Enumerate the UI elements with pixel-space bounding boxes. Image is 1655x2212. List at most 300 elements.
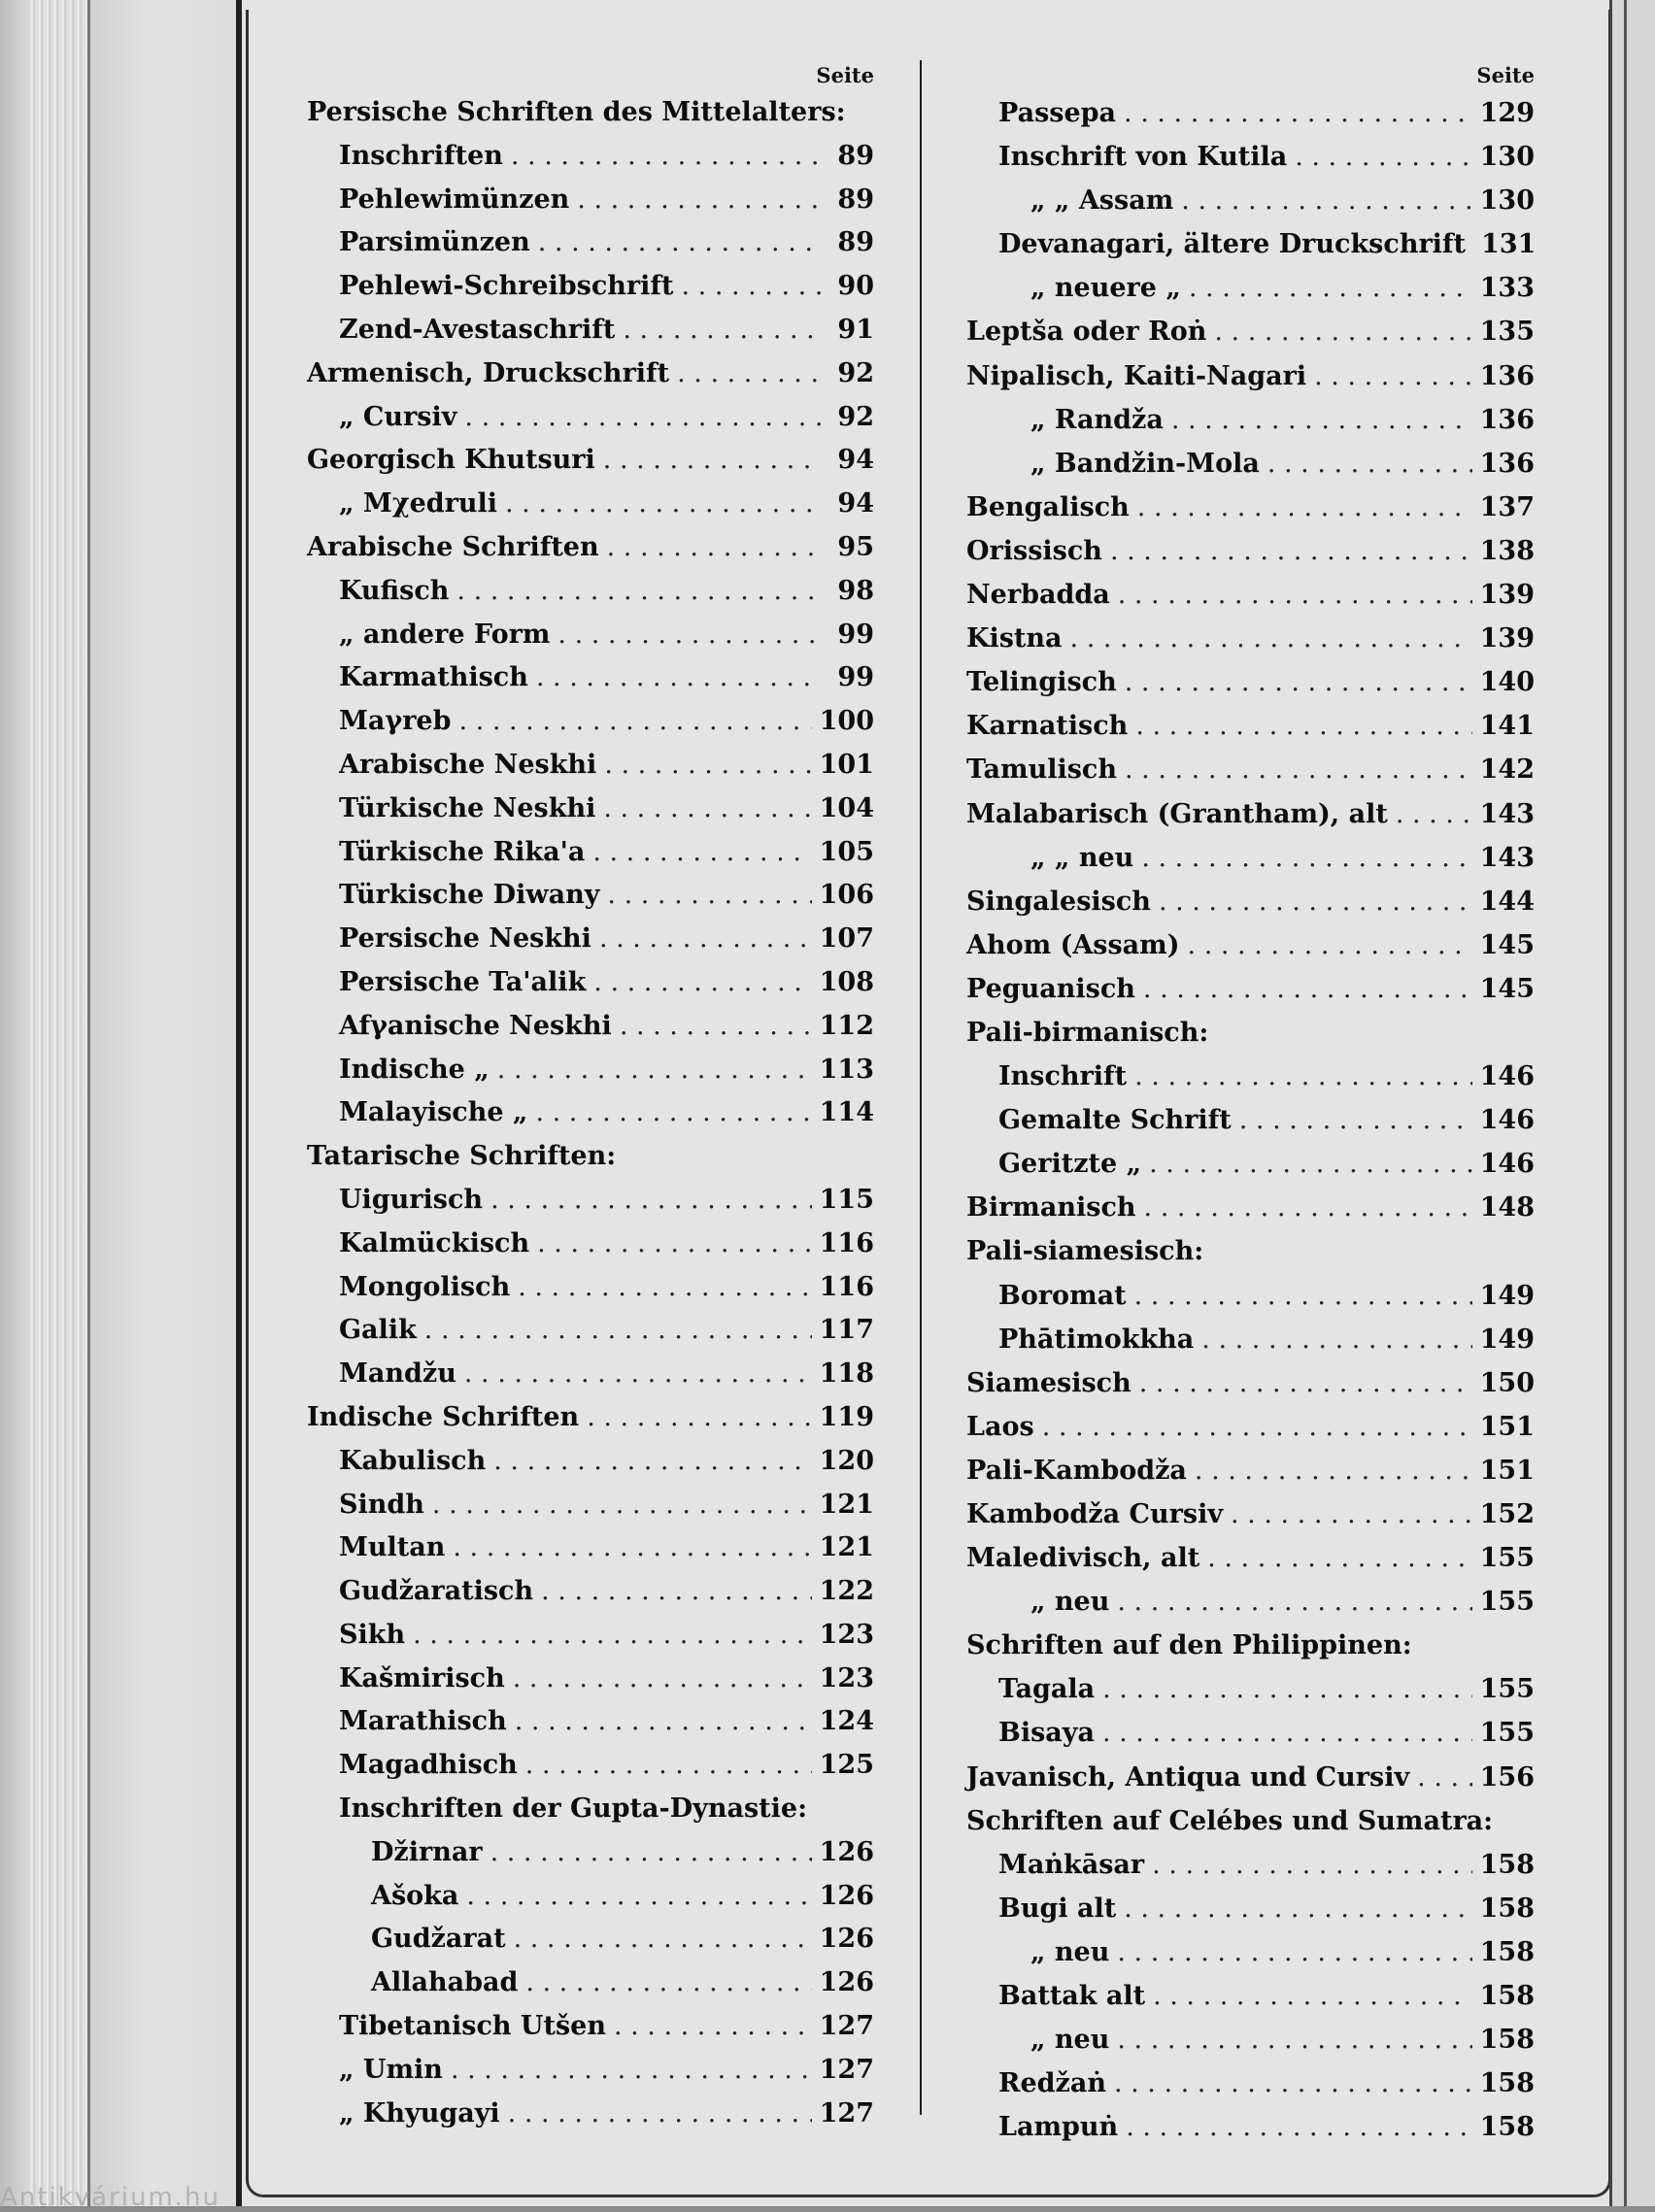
leader-dots xyxy=(1114,2061,1472,2105)
toc-entry-title: Ahom (Assam) xyxy=(966,929,1180,960)
toc-entry-title: Persische Ta'alik xyxy=(339,966,587,997)
leader-dots xyxy=(1042,1405,1472,1449)
toc-entry-page: 91 xyxy=(837,314,874,345)
toc-entry-page: 155 xyxy=(1479,1674,1535,1705)
toc-entry-title: Bisaya xyxy=(998,1718,1095,1749)
toc-entry xyxy=(307,439,874,483)
toc-entry xyxy=(307,1788,874,1831)
toc-entry xyxy=(307,700,874,744)
leader-dots xyxy=(599,918,812,961)
toc-entry xyxy=(307,1266,874,1310)
toc-entry-title: Persische Neskhi xyxy=(339,923,591,955)
toc-entry-title: Türkische Rika'a xyxy=(339,836,586,867)
toc-entry-page: 127 xyxy=(819,2054,874,2085)
toc-entry xyxy=(307,1091,874,1135)
toc-entry xyxy=(307,1223,874,1266)
toc-entry xyxy=(966,1624,1535,1667)
toc-entry-page: 145 xyxy=(1479,929,1535,960)
toc-entry-title: Džirnar xyxy=(371,1836,483,1867)
toc-entry-page: 141 xyxy=(1479,711,1535,742)
leader-dots xyxy=(511,135,822,179)
toc-entry xyxy=(307,1918,874,1961)
toc-entry xyxy=(307,1353,874,1396)
toc-entry-title: Pali-Kambodža xyxy=(966,1455,1187,1486)
toc-entry-title: Schriften auf Celébes und Sumatra: xyxy=(966,1805,1494,1836)
toc-entry-title: Karnatisch xyxy=(966,711,1129,742)
toc-entry xyxy=(307,1396,874,1440)
toc-entry xyxy=(307,1135,874,1179)
toc-entry-page: 99 xyxy=(837,662,874,693)
toc-entry-title: Multan xyxy=(339,1532,446,1563)
toc-entry-page: 116 xyxy=(819,1227,874,1258)
toc-entry-page: 146 xyxy=(1479,1105,1535,1136)
leader-dots xyxy=(538,221,822,265)
leader-dots xyxy=(424,1309,812,1353)
leader-dots xyxy=(1231,1492,1472,1536)
toc-entry xyxy=(307,1744,874,1788)
toc-entry-page: 142 xyxy=(1479,754,1535,786)
toc-entry xyxy=(307,918,874,961)
toc-entry-page: 120 xyxy=(819,1445,874,1476)
toc-entry xyxy=(307,309,874,352)
toc-entry-page: 136 xyxy=(1479,360,1535,391)
toc-entry-page: 155 xyxy=(1479,1543,1535,1574)
toc-entry xyxy=(307,2005,874,2049)
toc-entry-page: 150 xyxy=(1479,1367,1535,1398)
toc-entry xyxy=(307,1005,874,1049)
toc-entry-page: 140 xyxy=(1479,667,1535,698)
toc-entry-page: 136 xyxy=(1479,404,1535,435)
toc-entry-page: 116 xyxy=(819,1271,874,1302)
leader-dots xyxy=(453,1526,811,1570)
toc-entry-page: 121 xyxy=(819,1489,874,1520)
toc-entry xyxy=(307,1179,874,1223)
toc-entry-page: 152 xyxy=(1479,1499,1535,1529)
toc-entry-title: Pehlewi-Schreibschrift xyxy=(339,271,674,302)
toc-entry-page: 158 xyxy=(1479,1893,1535,1924)
toc-entry-title: Mandžu xyxy=(339,1358,456,1390)
toc-entry xyxy=(966,923,1535,967)
leader-dots xyxy=(1124,1887,1471,1930)
toc-entry-title: Kašmirisch xyxy=(339,1662,505,1693)
toc-entry xyxy=(966,1361,1535,1405)
toc-entry-page: 130 xyxy=(1479,142,1535,173)
toc-entry-title: Kabulisch xyxy=(339,1445,487,1476)
leader-dots xyxy=(1214,310,1471,353)
toc-entry-title: Sikh xyxy=(339,1619,406,1650)
leader-dots xyxy=(623,309,822,352)
leader-dots xyxy=(508,2093,812,2136)
toc-entry xyxy=(307,614,874,657)
toc-entry-title: Inschrift von Kutila xyxy=(998,142,1288,173)
toc-entry-title: „ „ neu xyxy=(1030,842,1134,873)
leader-dots xyxy=(1102,1667,1471,1711)
leader-dots xyxy=(432,1484,812,1527)
toc-entry-title: Kistna xyxy=(966,623,1063,654)
leader-dots xyxy=(464,1353,812,1396)
toc-entry xyxy=(307,1961,874,2005)
toc-entry-title: Birmanisch xyxy=(966,1192,1136,1223)
toc-entry-title: Boromat xyxy=(998,1280,1127,1311)
toc-entry xyxy=(307,1614,874,1658)
leader-dots xyxy=(607,874,811,918)
toc-entry xyxy=(966,1843,1535,1887)
toc-entry-page: 145 xyxy=(1479,973,1535,1004)
seite-header-right: Seite xyxy=(1476,63,1535,87)
leader-dots xyxy=(497,1049,812,1092)
toc-entry xyxy=(966,1492,1535,1536)
toc-entry-page: 126 xyxy=(819,1880,874,1911)
toc-entry-title: Passepa xyxy=(998,98,1117,128)
scan-right-edge xyxy=(1609,0,1655,2206)
toc-entry xyxy=(966,1055,1535,1098)
toc-entry xyxy=(966,836,1535,880)
toc-entry-page: 131 xyxy=(1481,229,1537,260)
toc-entry-title: Sindh xyxy=(339,1489,424,1520)
toc-entry xyxy=(966,1711,1535,1755)
leader-dots xyxy=(593,961,811,1005)
leader-dots xyxy=(677,352,822,396)
toc-entry xyxy=(966,1142,1535,1186)
toc-entry-page: 125 xyxy=(819,1750,874,1781)
toc-entry-page: 158 xyxy=(1479,1981,1535,2012)
toc-entry xyxy=(307,656,874,700)
toc-entry-title: Telingisch xyxy=(966,667,1117,698)
toc-entry-title: Indische Schriften xyxy=(307,1401,580,1432)
toc-entry-page: 143 xyxy=(1479,842,1535,873)
toc-entry-title: Lampuṅ xyxy=(998,2112,1119,2143)
toc-entry-title: Maγreb xyxy=(339,706,452,737)
toc-entry xyxy=(966,529,1535,573)
toc-entry xyxy=(966,442,1535,486)
leader-dots xyxy=(515,1700,812,1744)
leader-dots xyxy=(1188,923,1472,967)
toc-entry-page: 143 xyxy=(1479,798,1535,829)
toc-entry-page: 139 xyxy=(1479,580,1535,611)
toc-entry-page: 127 xyxy=(819,2011,874,2042)
toc-entry xyxy=(307,1831,874,1875)
toc-entry xyxy=(966,91,1535,135)
leader-dots xyxy=(603,439,822,483)
leader-dots xyxy=(607,526,822,570)
toc-entry xyxy=(966,1011,1535,1055)
toc-entry-title: „ Khyugayi xyxy=(339,2097,500,2128)
leader-dots xyxy=(1152,1843,1471,1887)
toc-entry xyxy=(966,310,1535,353)
toc-entry xyxy=(966,1098,1535,1142)
toc-entry-page: 118 xyxy=(819,1358,874,1390)
leader-dots xyxy=(1267,442,1472,486)
toc-entry xyxy=(307,1049,874,1092)
toc-entry xyxy=(966,967,1535,1011)
toc-entry xyxy=(966,880,1535,923)
toc-list-left xyxy=(307,91,874,2135)
leader-dots xyxy=(1117,1930,1471,1974)
leader-dots xyxy=(1117,1580,1471,1624)
toc-entry-page: 107 xyxy=(819,923,874,955)
toc-entry-title: Pali-siamesisch: xyxy=(966,1236,1204,1267)
toc-entry-page: 158 xyxy=(1479,1849,1535,1880)
toc-entry-title: Gudžaratisch xyxy=(339,1576,534,1607)
toc-entry-title: Afγanische Neskhi xyxy=(339,1010,612,1041)
toc-entry xyxy=(966,135,1535,179)
toc-entry xyxy=(966,1536,1535,1580)
toc-entry xyxy=(966,1318,1535,1361)
toc-entry-page: 126 xyxy=(819,1836,874,1867)
toc-entry xyxy=(966,1274,1535,1318)
toc-entry-page: 92 xyxy=(837,357,874,388)
leader-dots xyxy=(451,2049,812,2093)
toc-entry-title: Peguanisch xyxy=(966,973,1135,1004)
toc-entry-title: Arabische Neskhi xyxy=(339,749,597,780)
toc-entry-page: 101 xyxy=(819,749,874,780)
toc-entry-page: 115 xyxy=(819,1184,874,1215)
leader-dots xyxy=(514,1918,812,1961)
leader-dots xyxy=(1070,617,1472,660)
toc-entry-title: „ neu xyxy=(1030,1936,1110,1967)
leader-dots xyxy=(1396,792,1472,836)
toc-entry xyxy=(307,1700,874,1744)
leader-dots xyxy=(1201,1318,1471,1361)
leader-dots xyxy=(513,1658,812,1701)
toc-entry xyxy=(307,1526,874,1570)
leader-dots xyxy=(1159,880,1472,923)
toc-entry-title: Kalmückisch xyxy=(339,1227,530,1258)
leader-dots xyxy=(541,1570,812,1614)
toc-entry xyxy=(307,135,874,179)
toc-entry xyxy=(966,2061,1535,2105)
toc-entry xyxy=(307,265,874,309)
toc-entry xyxy=(966,2105,1535,2149)
toc-entry xyxy=(966,573,1535,617)
leader-dots xyxy=(505,483,822,526)
leader-dots xyxy=(466,1875,811,1919)
toc-entry-page: 136 xyxy=(1479,448,1535,479)
column-divider xyxy=(920,60,922,2115)
toc-entry-title: Orissisch xyxy=(966,535,1102,566)
toc-entry-title: „ Cursiv xyxy=(339,401,457,432)
toc-entry-title: Armenisch, Druckschrift xyxy=(307,357,670,388)
leader-dots xyxy=(1144,1186,1472,1229)
toc-entry xyxy=(307,526,874,570)
toc-entry xyxy=(307,570,874,614)
toc-entry-page: 155 xyxy=(1479,1718,1535,1749)
toc-entry-title: Kambodža Cursiv xyxy=(966,1499,1224,1529)
toc-entry-title: Galik xyxy=(339,1315,417,1346)
leader-dots xyxy=(1149,1142,1472,1186)
leader-dots xyxy=(1134,1274,1472,1318)
leader-dots xyxy=(1189,266,1472,310)
leader-dots xyxy=(1181,179,1471,222)
leader-dots xyxy=(493,1440,811,1484)
toc-entry-title: Inschriften der Gupta-Dynastie: xyxy=(339,1793,808,1825)
toc-entry-title: „ Umin xyxy=(339,2054,443,2085)
toc-entry-title: Malayische „ xyxy=(339,1097,528,1128)
toc-entry-title: Tibetanisch Utšen xyxy=(339,2011,606,2042)
toc-entry-title: Allahabad xyxy=(371,1967,519,1998)
toc-entry-title: Geritzte „ xyxy=(998,1149,1142,1180)
toc-entry-title: „ neuere „ xyxy=(1030,273,1181,304)
leader-dots xyxy=(536,656,822,700)
toc-entry-title: „ Mχedruli xyxy=(339,488,498,519)
toc-entry xyxy=(307,1309,874,1353)
leader-dots xyxy=(1417,1756,1471,1799)
toc-entry-page: 138 xyxy=(1479,535,1535,566)
toc-entry-title: Siamesisch xyxy=(966,1367,1131,1398)
toc-entry-page: 129 xyxy=(1479,98,1535,128)
leader-dots xyxy=(1125,748,1472,791)
toc-entry-title: Arabische Schriften xyxy=(307,531,599,562)
toc-entry-page: 89 xyxy=(837,140,874,171)
scan-left-margin xyxy=(0,0,29,2206)
toc-entry-page: 105 xyxy=(819,836,874,867)
toc-entry xyxy=(307,1570,874,1614)
toc-entry-page: 151 xyxy=(1479,1411,1535,1442)
toc-entry xyxy=(307,396,874,440)
toc-entry-title: „ Bandžin-Mola xyxy=(1030,448,1260,479)
toc-entry-page: 121 xyxy=(819,1532,874,1563)
toc-entry xyxy=(966,398,1535,442)
leader-dots xyxy=(1239,1098,1472,1142)
toc-entry xyxy=(966,1667,1535,1711)
leader-dots xyxy=(1118,573,1472,617)
toc-entry-page: 106 xyxy=(819,880,874,911)
toc-entry xyxy=(307,744,874,788)
leader-dots xyxy=(1207,1536,1471,1580)
toc-entry xyxy=(966,1887,1535,1930)
toc-entry-title: Maṅkāsar xyxy=(998,1849,1145,1880)
toc-entry-page: 139 xyxy=(1479,623,1535,654)
toc-entry-title: Zend-Avestaschrift xyxy=(339,314,616,345)
toc-entry-title: Pali-birmanisch: xyxy=(966,1017,1209,1048)
toc-entry-page: 155 xyxy=(1479,1587,1535,1618)
toc-entry-page: 146 xyxy=(1479,1061,1535,1092)
toc-entry xyxy=(966,266,1535,310)
toc-entry-page: 122 xyxy=(819,1576,874,1607)
leader-dots xyxy=(490,1179,812,1223)
leader-dots xyxy=(1137,486,1472,529)
toc-entry-page: 119 xyxy=(819,1401,874,1432)
toc-entry-title: „ neu xyxy=(1030,1587,1110,1618)
toc-entry xyxy=(307,2093,874,2136)
leader-dots xyxy=(603,788,811,831)
toc-entry-title: Schriften auf den Philippinen: xyxy=(966,1630,1412,1661)
toc-entry-page: 148 xyxy=(1479,1192,1535,1223)
toc-entry-page: 126 xyxy=(819,1924,874,1955)
leader-dots xyxy=(1195,1449,1472,1492)
leader-dots xyxy=(525,1744,812,1788)
toc-entry-page: 95 xyxy=(837,531,874,562)
toc-entry xyxy=(966,792,1535,836)
toc-entry-page: 144 xyxy=(1479,886,1535,917)
toc-entry-page: 135 xyxy=(1479,317,1535,348)
toc-entry xyxy=(966,1930,1535,1974)
leader-dots xyxy=(456,570,822,614)
leader-dots xyxy=(1139,1361,1472,1405)
toc-entry xyxy=(966,354,1535,398)
toc-entry xyxy=(966,2018,1535,2061)
leader-dots xyxy=(592,831,811,875)
toc-entry-title: „ Randža xyxy=(1030,404,1164,435)
toc-column-right xyxy=(966,60,1535,2149)
leader-dots xyxy=(413,1614,812,1658)
toc-entry xyxy=(966,660,1535,704)
toc-list-right xyxy=(966,91,1535,2149)
toc-entry-page: 112 xyxy=(819,1010,874,1041)
toc-entry-title: Malabarisch (Grantham), alt xyxy=(966,798,1388,829)
toc-entry-title: Devanagari, ältere Druckschrift xyxy=(998,229,1467,260)
toc-entry xyxy=(307,179,874,222)
toc-entry-page: 94 xyxy=(837,445,874,476)
toc-entry-title: Bengalisch xyxy=(966,491,1130,522)
toc-entry-title: „ neu xyxy=(1030,2025,1110,2056)
toc-entry-page: 104 xyxy=(819,792,874,823)
leader-dots xyxy=(490,1831,812,1875)
toc-entry-page: 123 xyxy=(819,1662,874,1693)
leader-dots xyxy=(620,1005,812,1049)
toc-entry-title: Battak alt xyxy=(998,1981,1146,2012)
leader-dots xyxy=(1143,967,1472,1011)
toc-entry xyxy=(966,222,1535,266)
book-gutter xyxy=(90,0,236,2206)
leader-dots xyxy=(459,700,812,744)
toc-entry-page: 158 xyxy=(1479,2025,1535,2056)
toc-entry-page: 137 xyxy=(1479,491,1535,522)
leader-dots xyxy=(537,1223,812,1266)
toc-entry-page: 130 xyxy=(1479,185,1535,217)
leader-dots xyxy=(1295,135,1471,179)
toc-entry-page: 123 xyxy=(819,1619,874,1650)
toc-entry-title: Magadhisch xyxy=(339,1750,518,1781)
toc-entry-page: 156 xyxy=(1479,1761,1535,1793)
leader-dots xyxy=(1135,704,1471,748)
toc-entry-title: Redžaṅ xyxy=(998,2068,1106,2099)
leader-dots xyxy=(1314,354,1472,398)
leader-dots xyxy=(614,2005,812,2049)
toc-entry-page: 149 xyxy=(1479,1280,1535,1311)
toc-entry-title: Marathisch xyxy=(339,1706,507,1737)
leader-dots xyxy=(1171,398,1472,442)
leader-dots xyxy=(518,1266,811,1310)
toc-entry xyxy=(307,788,874,831)
toc-column-left xyxy=(307,60,874,2135)
leader-dots xyxy=(604,744,811,788)
toc-entry-title: Ašoka xyxy=(371,1880,459,1911)
toc-entry-title: Gemalte Schrift xyxy=(998,1105,1232,1136)
toc-entry-title: Singalesisch xyxy=(966,886,1151,917)
toc-entry-title: Laos xyxy=(966,1411,1034,1442)
toc-entry xyxy=(307,961,874,1005)
toc-entry xyxy=(966,486,1535,529)
toc-entry-title: Phātimokkha xyxy=(998,1324,1195,1355)
toc-entry xyxy=(307,1484,874,1527)
toc-entry-page: 124 xyxy=(819,1706,874,1737)
toc-entry-title: Karmathisch xyxy=(339,662,528,693)
toc-entry-page: 92 xyxy=(837,401,874,432)
toc-entry-title: Inschrift xyxy=(998,1061,1128,1092)
toc-entry-page: 126 xyxy=(819,1967,874,1998)
toc-entry xyxy=(307,91,874,135)
toc-entry xyxy=(307,352,874,396)
leader-dots xyxy=(587,1396,811,1440)
toc-entry-page: 89 xyxy=(837,184,874,215)
toc-entry xyxy=(966,1974,1535,2018)
toc-entry-title: Javanisch, Antiqua und Cursiv xyxy=(966,1761,1410,1793)
leader-dots xyxy=(1126,2105,1471,2149)
toc-entry-title: Leptša oder Roṅ xyxy=(966,317,1207,348)
toc-entry-title: Tatarische Schriften: xyxy=(307,1141,617,1172)
toc-entry-page: 94 xyxy=(837,488,874,519)
